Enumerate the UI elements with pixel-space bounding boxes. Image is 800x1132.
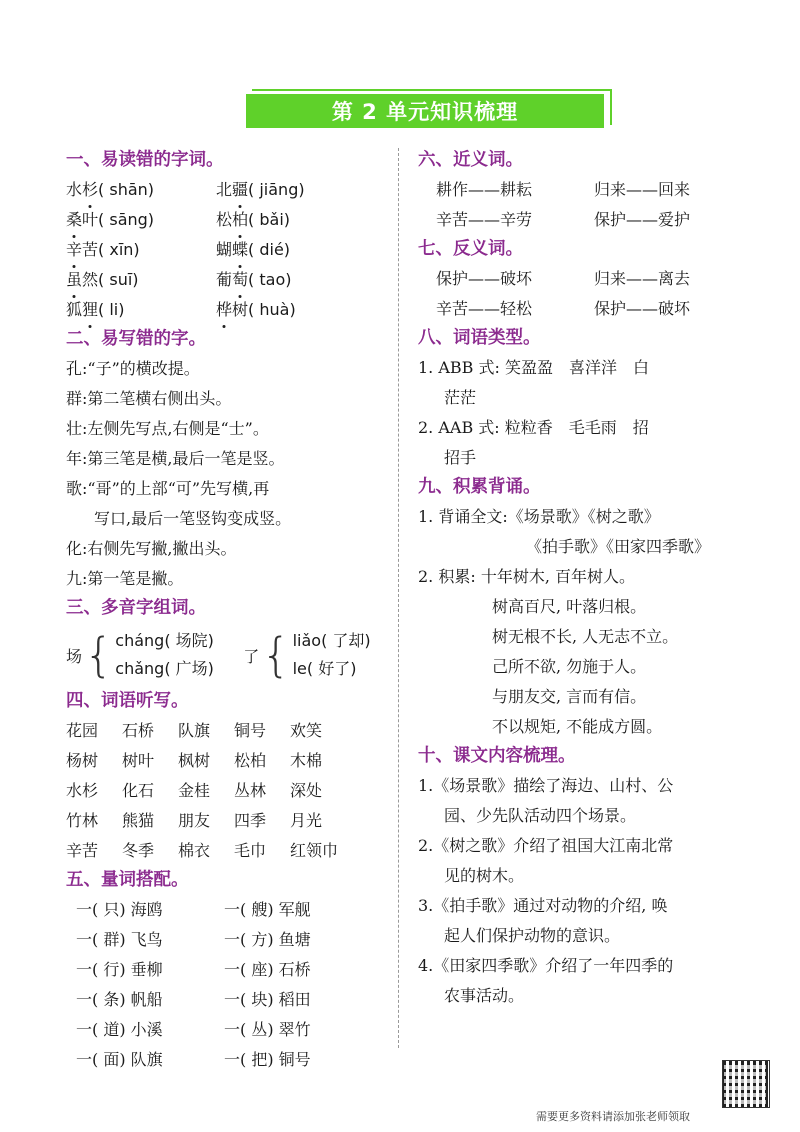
section-heading-7: 七、反义词。: [418, 239, 523, 259]
list-item: 虽然( suī) 葡萄( tao): [66, 265, 391, 295]
list-item: 与朋友交, 言而有信。: [492, 687, 647, 706]
table-row: 一( 条) 帆船 一( 块) 稻田: [76, 990, 311, 1009]
list-item: 2.《树之歌》介绍了祖国大江南北常: [418, 836, 674, 855]
table-row: 一( 道) 小溪 一( 丛) 翠竹: [76, 1020, 311, 1039]
qr-code-pattern: [724, 1062, 766, 1104]
list-item: 化:右侧先写撇,撇出头。: [66, 539, 237, 558]
table-row: 保护——破坏 归来——离去: [436, 269, 691, 288]
list-item: 树无根不长, 人无志不立。: [492, 627, 679, 646]
list-item: 1. 背诵全文:《场景歌》《树之歌》: [418, 507, 660, 526]
list-item: 狐狸( li) 桦树( huà): [66, 295, 391, 325]
right-column: [418, 146, 738, 1011]
section-heading-2: 二、易写错的字。: [66, 329, 206, 349]
list-item: 见的树木。: [444, 866, 525, 885]
list-item: 3.《拍手歌》通过对动物的介绍, 唤: [418, 896, 668, 915]
column-divider: [398, 148, 399, 1048]
left-column: [66, 146, 391, 1075]
list-item: 水杉( shān) 北疆( jiāng): [66, 175, 391, 205]
list-item: 《拍手歌》《田家四季歌》: [526, 537, 711, 556]
table-row: 花园 石桥 队旗 铜号 欢笑: [66, 721, 323, 740]
table-row: 水杉 化石 金桂 丛林 深处: [66, 781, 323, 800]
list-item: 孔:“子”的横改提。: [66, 359, 200, 378]
list-item: 2. 积累: 十年树木, 百年树人。: [418, 567, 636, 586]
list-item: 九:第一笔是撇。: [66, 569, 184, 588]
list-item: 起人们保护动物的意识。: [444, 926, 621, 945]
table-row: 杨树 树叶 枫树 松柏 木棉: [66, 751, 323, 770]
list-item: 年:第三笔是横,最后一笔是竖。: [66, 449, 285, 468]
list-item: 1.《场景歌》描绘了海边、山村、公: [418, 776, 674, 795]
list-item: 己所不欲, 勿施于人。: [492, 657, 647, 676]
table-row: 辛苦——轻松 保护——破坏: [436, 299, 691, 318]
list-item: 4.《田家四季歌》介绍了一年四季的: [418, 956, 674, 975]
section-heading-8: 八、词语类型。: [418, 328, 541, 348]
page-title: 第 2 单元知识梳理: [246, 94, 604, 128]
section-heading-5: 五、量词搭配。: [66, 870, 189, 890]
pinyin-list: [66, 175, 391, 325]
table-row: 竹林 熊猫 朋友 四季 月光: [66, 811, 323, 830]
list-item: 园、少先队活动四个场景。: [444, 806, 637, 825]
section-heading-6: 六、近义词。: [418, 150, 523, 170]
list-item: 辛苦( xīn) 蝴蝶( dié): [66, 235, 391, 265]
section-heading-4: 四、词语听写。: [66, 691, 189, 711]
section-heading-10: 十、课文内容梳理。: [418, 746, 576, 766]
list-item: 2. AAB 式: 粒粒香 毛毛雨 招: [418, 418, 649, 437]
list-item: 群:第二笔横右侧出头。: [66, 389, 232, 408]
table-row: 一( 群) 飞鸟 一( 方) 鱼塘: [76, 930, 311, 949]
list-item: 壮:左侧先写点,右侧是“士”。: [66, 419, 269, 438]
table-row: 辛苦——辛劳 保护——爱护: [436, 210, 691, 229]
table-row: 辛苦 冬季 棉衣 毛巾 红领巾: [66, 841, 339, 860]
list-item: 歌:“哥”的上部“可”先写横,再: [66, 479, 270, 498]
table-row: 一( 只) 海鸥 一( 艘) 军舰: [76, 900, 311, 919]
table-row: 耕作——耕耘 归来——回来: [436, 180, 691, 199]
table-row: 一( 面) 队旗 一( 把) 铜号: [76, 1050, 311, 1069]
list-item: 农事活动。: [444, 986, 525, 1005]
list-item: 茫茫: [444, 388, 477, 407]
footer-note: 需要更多资料请添加张老师领取: [536, 1110, 690, 1123]
list-item: 不以规矩, 不能成方圆。: [492, 717, 663, 736]
list-item: 写口,最后一笔竖钩变成竖。: [94, 509, 292, 528]
section-heading-1: 一、易读错的字词。: [66, 150, 224, 170]
polyphone-group: 场 { cháng( 场院) chǎng( 广场) 了 { liǎo( 了却) le( 好了): [66, 628, 371, 682]
list-item: 桑叶( sāng) 松柏( bǎi): [66, 205, 391, 235]
list-item: 1. ABB 式: 笑盈盈 喜洋洋 白: [418, 358, 649, 377]
section-heading-3: 三、多音字组词。: [66, 598, 206, 618]
table-row: 一( 行) 垂柳 一( 座) 石桥: [76, 960, 311, 979]
section-heading-9: 九、积累背诵。: [418, 477, 541, 497]
list-item: 树高百尺, 叶落归根。: [492, 597, 647, 616]
list-item: 招手: [444, 448, 477, 467]
